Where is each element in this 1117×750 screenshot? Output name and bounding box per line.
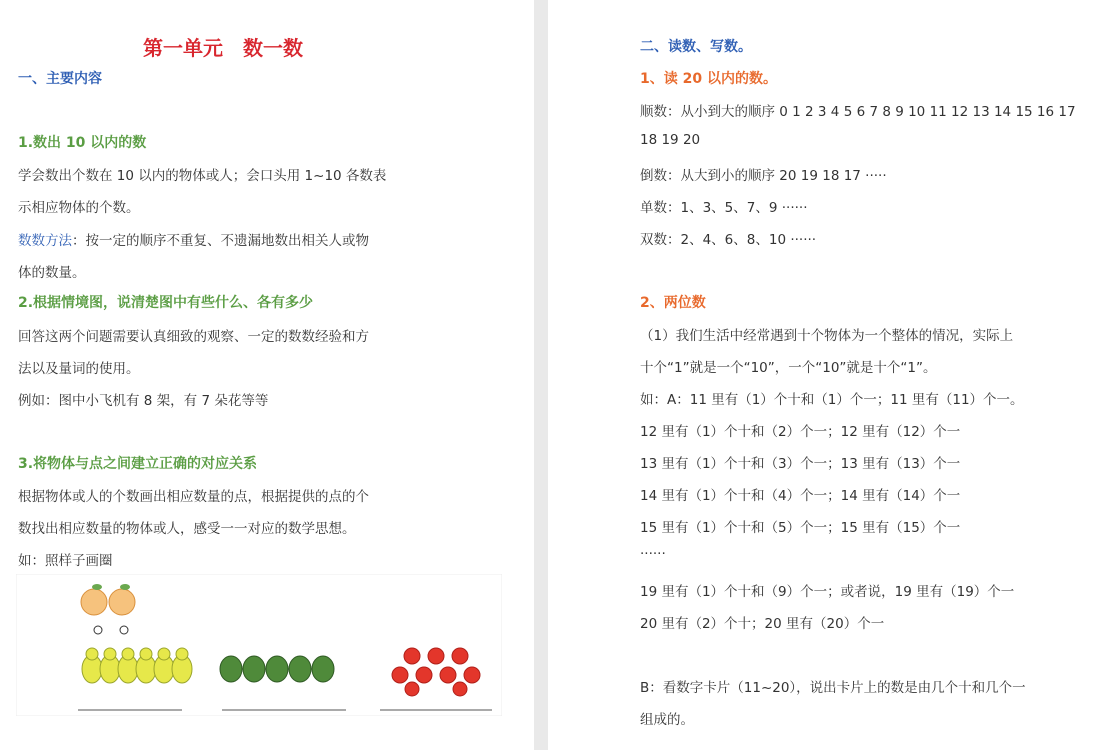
paragraph-line: 如：照样子画圈 xyxy=(18,553,113,569)
paragraph-line: B：看数字卡片（11~20），说出卡片上的数是由几个十和几个一 xyxy=(640,680,1026,696)
counting-method-text: ：按一定的顺序不重复、不遗漏地数出相关人或物 xyxy=(72,233,369,249)
flower-icon xyxy=(453,682,467,696)
flower-icon xyxy=(405,682,419,696)
pepper-icon xyxy=(243,656,265,682)
heading-count-within-10: 1.数出 10 以内的数 xyxy=(18,135,147,151)
flower-icon xyxy=(440,667,456,683)
heading-read-within-20: 1、读 20 以内的数。 xyxy=(640,71,777,87)
paragraph-line: 18 19 20 xyxy=(640,132,701,148)
paragraph-line: （1）我们生活中经常遇到十个物体为一个整体的情况，实际上 xyxy=(640,328,1014,344)
section-heading-main-content: 一、主要内容 xyxy=(18,71,102,87)
paragraph-line: 顺数：从小到大的顺序 0 1 2 3 4 5 6 7 8 9 10 11 12 13 14 15 16 17 xyxy=(640,104,1076,120)
paragraph-line: 双数：2、4、6、8、10 ······ xyxy=(640,232,817,248)
section-heading-read-write: 二、读数、写数。 xyxy=(640,39,752,55)
counting-method-label: 数数方法 xyxy=(18,233,72,249)
heading-scene-picture: 2.根据情境图，说清楚图中有些什么、各有多少 xyxy=(18,295,314,311)
counting-method-line xyxy=(18,229,369,249)
paragraph-line: 单数：1、3、5、7、9 ······ xyxy=(640,200,808,216)
flower-icon xyxy=(404,648,420,664)
page-title: 第一单元 数一数 xyxy=(143,36,303,60)
flower-icon xyxy=(428,648,444,664)
paragraph-line: 倒数：从大到小的顺序 20 19 18 17 ····· xyxy=(640,168,887,184)
paragraph-line: 14 里有（1）个十和（4）个一；14 里有（14）个一 xyxy=(640,488,961,504)
paragraph-line: 学会数出个数在 10 以内的物体或人；会口头用 1~10 各数表 xyxy=(18,168,387,184)
paragraph-line: 19 里有（1）个十和（9）个一；或者说，19 里有（19）个一 xyxy=(640,584,1015,600)
paragraph-line: 法以及量词的使用。 xyxy=(18,361,140,377)
paragraph-line: 例如：图中小飞机有 8 架，有 7 朵花等等 xyxy=(18,393,269,409)
paragraph-line: 示相应物体的个数。 xyxy=(18,200,140,216)
pepper-icon xyxy=(312,656,334,682)
paragraph-line: 组成的。 xyxy=(640,712,694,728)
flower-icon xyxy=(452,648,468,664)
paragraph-line: 如：A：11 里有（1）个十和（1）个一；11 里有（11）个一。 xyxy=(640,392,1024,408)
right-page xyxy=(548,0,1117,750)
paragraph-line: 根据物体或人的个数画出相应数量的点，根据提供的点的个 xyxy=(18,489,369,505)
paragraph-line: 十个“1”就是一个“10”，一个“10”就是十个“1”。 xyxy=(640,360,937,376)
flower-icon xyxy=(392,667,408,683)
paragraph-line: 体的数量。 xyxy=(18,265,86,281)
heading-correspondence: 3.将物体与点之间建立正确的对应关系 xyxy=(18,456,258,472)
paragraph-line: ······ xyxy=(640,546,666,562)
heading-two-digit-numbers: 2、两位数 xyxy=(640,295,706,311)
pepper-icon xyxy=(220,656,242,682)
paragraph-line: 20 里有（2）个十；20 里有（20）个一 xyxy=(640,616,885,632)
pepper-icon xyxy=(289,656,311,682)
left-page xyxy=(0,0,534,750)
draw-circles-exercise-figure xyxy=(16,574,502,716)
paragraph-line: 15 里有（1）个十和（5）个一；15 里有（15）个一 xyxy=(640,520,961,536)
paragraph-line: 数找出相应数量的物体或人，感受一一对应的数学思想。 xyxy=(18,521,356,537)
pepper-icon xyxy=(266,656,288,682)
paragraph-line: 13 里有（1）个十和（3）个一；13 里有（13）个一 xyxy=(640,456,961,472)
flower-icon xyxy=(464,667,480,683)
paragraph-line: 12 里有（1）个十和（2）个一；12 里有（12）个一 xyxy=(640,424,961,440)
flower-icon xyxy=(416,667,432,683)
paragraph-line: 回答这两个问题需要认真细致的观察、一定的数数经验和方 xyxy=(18,329,369,345)
